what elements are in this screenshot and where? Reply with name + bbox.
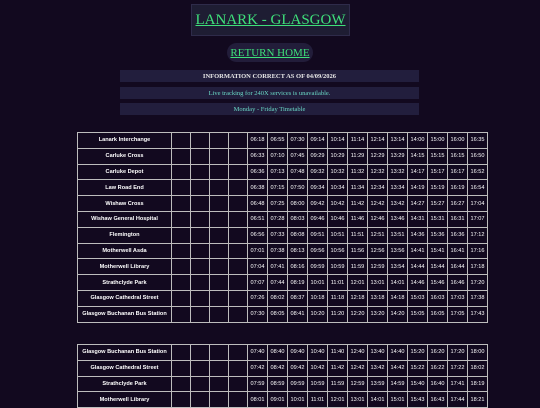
departure-time: 06:55: [268, 133, 288, 149]
info-live-tracking: Live tracking for 240X services is unavailable.: [120, 87, 419, 99]
departure-time: 14:42: [388, 360, 408, 376]
departure-time: 11:46: [348, 211, 368, 227]
departure-time: 11:01: [328, 275, 348, 291]
departure-time: 14:36: [408, 227, 428, 243]
departure-time: 09:51: [308, 227, 328, 243]
departure-time: 07:26: [248, 290, 268, 306]
departure-time: [210, 180, 229, 196]
departure-time: 09:59: [308, 259, 328, 275]
departure-time: 13:56: [388, 243, 408, 259]
departure-time: [229, 392, 248, 408]
departure-time: 16:31: [448, 211, 468, 227]
departure-time: 15:20: [408, 345, 428, 361]
table-row: [78, 211, 488, 227]
departure-time: [172, 392, 191, 408]
departure-time: [172, 148, 191, 164]
departure-time: 11:42: [328, 360, 348, 376]
table-row: [78, 306, 488, 322]
departure-time: 15:31: [428, 211, 448, 227]
departure-time: 12:34: [368, 180, 388, 196]
departure-time: 17:22: [448, 360, 468, 376]
departure-time: 15:41: [428, 243, 448, 259]
departure-time: 14:01: [388, 275, 408, 291]
departure-time: [229, 275, 248, 291]
departure-time: [210, 211, 229, 227]
table-row: [78, 392, 488, 408]
departure-time: 09:40: [288, 345, 308, 361]
departure-time: 09:01: [268, 392, 288, 408]
departure-time: 12:59: [348, 376, 368, 392]
departure-time: 07:13: [268, 164, 288, 180]
departure-time: [191, 275, 210, 291]
departure-time: 13:20: [368, 306, 388, 322]
departure-time: [191, 133, 210, 149]
table-row: [78, 227, 488, 243]
table-row: [78, 259, 488, 275]
departure-time: 14:15: [408, 148, 428, 164]
departure-time: 10:18: [308, 290, 328, 306]
departure-time: 07:25: [268, 196, 288, 212]
departure-time: 16:20: [428, 345, 448, 361]
departure-time: [210, 290, 229, 306]
departure-time: 08:40: [268, 345, 288, 361]
departure-time: 16:36: [448, 227, 468, 243]
departure-time: 16:03: [428, 290, 448, 306]
departure-time: 14:41: [408, 243, 428, 259]
departure-time: [229, 196, 248, 212]
departure-time: 13:59: [368, 376, 388, 392]
departure-time: [191, 259, 210, 275]
departure-time: [191, 227, 210, 243]
departure-time: [210, 133, 229, 149]
departure-time: 08:37: [288, 290, 308, 306]
departure-time: 13:42: [388, 196, 408, 212]
departure-time: 16:27: [448, 196, 468, 212]
departure-time: [210, 376, 229, 392]
departure-time: 11:34: [348, 180, 368, 196]
departure-time: 06:33: [248, 148, 268, 164]
departure-time: 16:54: [468, 180, 488, 196]
departure-time: 09:29: [308, 148, 328, 164]
departure-time: 12:40: [348, 345, 368, 361]
departure-time: 07:30: [288, 133, 308, 149]
departure-time: [229, 164, 248, 180]
stop-name: Motherwell Library: [78, 392, 172, 408]
departure-time: [210, 360, 229, 376]
departure-time: 16:00: [448, 133, 468, 149]
table-row: [78, 376, 488, 392]
departure-time: 08:13: [288, 243, 308, 259]
departure-time: [210, 392, 229, 408]
table-row: [78, 243, 488, 259]
departure-time: [172, 306, 191, 322]
stop-name: Motherwell Asda: [78, 243, 172, 259]
departure-time: 06:51: [248, 211, 268, 227]
departure-time: 17:12: [468, 227, 488, 243]
departure-time: [191, 148, 210, 164]
departure-time: [191, 392, 210, 408]
departure-time: 10:51: [328, 227, 348, 243]
departure-time: 18:21: [468, 392, 488, 408]
departure-time: 09:14: [308, 133, 328, 149]
departure-time: 10:46: [328, 211, 348, 227]
departure-time: 14:20: [388, 306, 408, 322]
departure-time: 11:18: [328, 290, 348, 306]
departure-time: 09:56: [308, 243, 328, 259]
departure-time: 18:02: [468, 360, 488, 376]
departure-time: 11:56: [348, 243, 368, 259]
departure-time: 12:29: [368, 148, 388, 164]
departure-time: 06:36: [248, 164, 268, 180]
departure-time: [191, 345, 210, 361]
departure-time: [229, 211, 248, 227]
departure-time: 08:16: [288, 259, 308, 275]
departure-time: 09:59: [288, 376, 308, 392]
departure-time: [172, 196, 191, 212]
departure-time: 13:29: [388, 148, 408, 164]
info-timetable-day: Monday - Friday Timetable: [120, 103, 419, 115]
departure-time: 10:59: [328, 259, 348, 275]
departure-time: 11:14: [348, 133, 368, 149]
departure-time: 06:56: [248, 227, 268, 243]
departure-time: [172, 259, 191, 275]
departure-time: [229, 243, 248, 259]
stop-name: Glasgow Cathedral Street: [78, 360, 172, 376]
departure-time: 13:32: [388, 164, 408, 180]
departure-time: 15:01: [388, 392, 408, 408]
departure-time: 10:20: [308, 306, 328, 322]
departure-time: 16:40: [428, 376, 448, 392]
departure-time: 10:01: [288, 392, 308, 408]
departure-time: 12:56: [368, 243, 388, 259]
departure-time: 13:51: [388, 227, 408, 243]
timetable-table-1: [77, 132, 488, 323]
table-row: [78, 133, 488, 149]
departure-time: 07:33: [268, 227, 288, 243]
departure-time: [229, 306, 248, 322]
departure-time: 16:41: [448, 243, 468, 259]
departure-time: [191, 290, 210, 306]
departure-time: 15:27: [428, 196, 448, 212]
departure-time: 11:40: [328, 345, 348, 361]
departure-time: 08:05: [268, 306, 288, 322]
departure-time: 11:51: [348, 227, 368, 243]
departure-time: 14:18: [388, 290, 408, 306]
departure-time: 11:42: [348, 196, 368, 212]
departure-time: [229, 290, 248, 306]
departure-time: [172, 345, 191, 361]
departure-time: 08:02: [268, 290, 288, 306]
departure-time: [229, 133, 248, 149]
departure-time: 16:15: [448, 148, 468, 164]
departure-time: [210, 275, 229, 291]
departure-time: 15:15: [428, 148, 448, 164]
departure-time: 10:40: [308, 345, 328, 361]
departure-time: [191, 164, 210, 180]
departure-time: 12:46: [368, 211, 388, 227]
departure-time: 14:46: [408, 275, 428, 291]
departure-time: 13:34: [388, 180, 408, 196]
departure-time: 13:18: [368, 290, 388, 306]
departure-time: 15:36: [428, 227, 448, 243]
departure-time: [210, 164, 229, 180]
departure-time: [172, 164, 191, 180]
departure-time: 14:17: [408, 164, 428, 180]
departure-time: 09:46: [308, 211, 328, 227]
departure-time: 11:01: [308, 392, 328, 408]
departure-time: [172, 360, 191, 376]
stop-name: Carluke Depot: [78, 164, 172, 180]
departure-time: 17:44: [448, 392, 468, 408]
departure-time: 06:38: [248, 180, 268, 196]
departure-time: 07:45: [288, 148, 308, 164]
departure-time: 10:42: [328, 196, 348, 212]
departure-time: 12:01: [348, 275, 368, 291]
return-home-link[interactable]: RETURN HOME: [230, 46, 310, 59]
departure-time: 09:34: [308, 180, 328, 196]
departure-time: 11:20: [328, 306, 348, 322]
stop-name: Flemington: [78, 227, 172, 243]
departure-time: 17:38: [468, 290, 488, 306]
departure-time: 07:42: [248, 360, 268, 376]
stop-name: Glasgow Buchanan Bus Station: [78, 306, 172, 322]
departure-time: 12:01: [328, 392, 348, 408]
departure-time: 17:43: [468, 306, 488, 322]
departure-time: 17:16: [468, 243, 488, 259]
departure-time: 06:18: [248, 133, 268, 149]
departure-time: 15:03: [408, 290, 428, 306]
departure-time: 07:04: [248, 259, 268, 275]
departure-time: [210, 227, 229, 243]
departure-time: [172, 376, 191, 392]
departure-time: 12:42: [348, 360, 368, 376]
departure-time: [229, 345, 248, 361]
table-row: [78, 360, 488, 376]
departure-time: 17:20: [468, 275, 488, 291]
departure-time: 17:03: [448, 290, 468, 306]
departure-time: 11:59: [328, 376, 348, 392]
departure-time: 17:41: [448, 376, 468, 392]
return-home-button[interactable]: [227, 43, 313, 62]
departure-time: 11:29: [348, 148, 368, 164]
departure-time: 14:01: [368, 392, 388, 408]
departure-time: 18:19: [468, 376, 488, 392]
departure-time: [229, 227, 248, 243]
departure-time: 16:35: [468, 133, 488, 149]
departure-time: 15:19: [428, 180, 448, 196]
stop-name: Strathclyde Park: [78, 275, 172, 291]
departure-time: 07:48: [288, 164, 308, 180]
departure-time: 16:43: [428, 392, 448, 408]
stop-name: Motherwell Library: [78, 259, 172, 275]
departure-time: [172, 227, 191, 243]
departure-time: 15:43: [408, 392, 428, 408]
departure-time: 13:01: [348, 392, 368, 408]
table-row: [78, 275, 488, 291]
departure-time: [229, 259, 248, 275]
info-correct-as-of: INFORMATION CORRECT AS OF 04/09/2026: [120, 70, 419, 82]
departure-time: 10:32: [328, 164, 348, 180]
departure-time: 08:03: [288, 211, 308, 227]
stop-name: Wishaw General Hospital: [78, 211, 172, 227]
departure-time: 07:07: [248, 275, 268, 291]
departure-time: 09:42: [288, 360, 308, 376]
departure-time: [229, 148, 248, 164]
departure-time: 06:48: [248, 196, 268, 212]
departure-time: [210, 306, 229, 322]
departure-time: 10:42: [308, 360, 328, 376]
departure-time: 07:10: [268, 148, 288, 164]
departure-time: 14:19: [408, 180, 428, 196]
departure-time: 08:19: [288, 275, 308, 291]
departure-time: 16:44: [448, 259, 468, 275]
departure-time: 10:29: [328, 148, 348, 164]
departure-time: 16:17: [448, 164, 468, 180]
departure-time: 15:44: [428, 259, 448, 275]
departure-time: 08:59: [268, 376, 288, 392]
departure-time: [229, 376, 248, 392]
departure-time: 15:05: [408, 306, 428, 322]
departure-time: [191, 243, 210, 259]
departure-time: 13:54: [388, 259, 408, 275]
departure-time: 14:31: [408, 211, 428, 227]
departure-time: 17:20: [448, 345, 468, 361]
departure-time: 16:22: [428, 360, 448, 376]
departure-time: 14:40: [388, 345, 408, 361]
departure-time: 17:05: [448, 306, 468, 322]
departure-time: [210, 148, 229, 164]
stop-name: Law Road End: [78, 180, 172, 196]
departure-time: [172, 290, 191, 306]
departure-time: [191, 306, 210, 322]
departure-time: 07:40: [248, 345, 268, 361]
departure-time: 07:15: [268, 180, 288, 196]
departure-time: 13:01: [368, 275, 388, 291]
table-row: [78, 290, 488, 306]
departure-time: [191, 180, 210, 196]
departure-time: 10:01: [308, 275, 328, 291]
departure-time: 15:00: [428, 133, 448, 149]
departure-time: [210, 243, 229, 259]
departure-time: 08:41: [288, 306, 308, 322]
departure-time: 12:20: [348, 306, 368, 322]
departure-time: [191, 211, 210, 227]
departure-time: 18:00: [468, 345, 488, 361]
departure-time: [191, 360, 210, 376]
departure-time: 07:50: [288, 180, 308, 196]
table-row: [78, 164, 488, 180]
departure-time: 12:14: [368, 133, 388, 149]
departure-time: 14:44: [408, 259, 428, 275]
departure-time: 16:05: [428, 306, 448, 322]
departure-time: [172, 275, 191, 291]
departure-time: 09:42: [308, 196, 328, 212]
departure-time: 11:32: [348, 164, 368, 180]
departure-time: 09:32: [308, 164, 328, 180]
departure-time: 08:08: [288, 227, 308, 243]
departure-time: 07:28: [268, 211, 288, 227]
departure-time: [210, 259, 229, 275]
departure-time: 12:18: [348, 290, 368, 306]
departure-time: [229, 180, 248, 196]
departure-time: 17:07: [468, 211, 488, 227]
table-row: [78, 345, 488, 361]
departure-time: 15:22: [408, 360, 428, 376]
departure-time: 07:41: [268, 259, 288, 275]
departure-time: 15:40: [408, 376, 428, 392]
departure-time: 14:59: [388, 376, 408, 392]
stop-name: Wishaw Cross: [78, 196, 172, 212]
departure-time: [172, 243, 191, 259]
departure-time: 12:59: [368, 259, 388, 275]
stop-name: Glasgow Cathedral Street: [78, 290, 172, 306]
departure-time: [229, 360, 248, 376]
departure-time: 10:34: [328, 180, 348, 196]
departure-time: 16:52: [468, 164, 488, 180]
departure-time: [172, 133, 191, 149]
departure-time: 10:56: [328, 243, 348, 259]
departure-time: 15:46: [428, 275, 448, 291]
departure-time: 16:19: [448, 180, 468, 196]
departure-time: 16:50: [468, 148, 488, 164]
departure-time: 08:42: [268, 360, 288, 376]
departure-time: [210, 196, 229, 212]
stop-name: Glasgow Buchanan Bus Station: [78, 345, 172, 361]
departure-time: [172, 180, 191, 196]
departure-time: 07:44: [268, 275, 288, 291]
departure-time: 12:51: [368, 227, 388, 243]
departure-time: 10:14: [328, 133, 348, 149]
departure-time: 15:17: [428, 164, 448, 180]
departure-time: 13:40: [368, 345, 388, 361]
departure-time: 07:38: [268, 243, 288, 259]
stop-name: Lanark Interchange: [78, 133, 172, 149]
table-row: [78, 180, 488, 196]
departure-time: 12:32: [368, 164, 388, 180]
departure-time: [172, 211, 191, 227]
departure-time: 11:59: [348, 259, 368, 275]
departure-time: 13:14: [388, 133, 408, 149]
table-row: [78, 148, 488, 164]
departure-time: 17:18: [468, 259, 488, 275]
departure-time: [191, 376, 210, 392]
departure-time: 14:27: [408, 196, 428, 212]
departure-time: 13:46: [388, 211, 408, 227]
departure-time: 16:46: [448, 275, 468, 291]
table-row: [78, 196, 488, 212]
departure-time: [210, 345, 229, 361]
stop-name: Strathclyde Park: [78, 376, 172, 392]
departure-time: 10:59: [308, 376, 328, 392]
departure-time: 12:42: [368, 196, 388, 212]
departure-time: 07:59: [248, 376, 268, 392]
stop-name: Carluke Cross: [78, 148, 172, 164]
departure-time: 17:04: [468, 196, 488, 212]
departure-time: [191, 196, 210, 212]
departure-time: 08:00: [288, 196, 308, 212]
departure-time: 07:01: [248, 243, 268, 259]
route-title-link[interactable]: LANARK - GLASGOW: [195, 11, 346, 28]
departure-time: 07:30: [248, 306, 268, 322]
departure-time: 13:42: [368, 360, 388, 376]
timetable-table-2: [77, 344, 488, 408]
departure-time: 14:00: [408, 133, 428, 149]
route-title-box: [191, 4, 350, 36]
departure-time: 08:01: [248, 392, 268, 408]
